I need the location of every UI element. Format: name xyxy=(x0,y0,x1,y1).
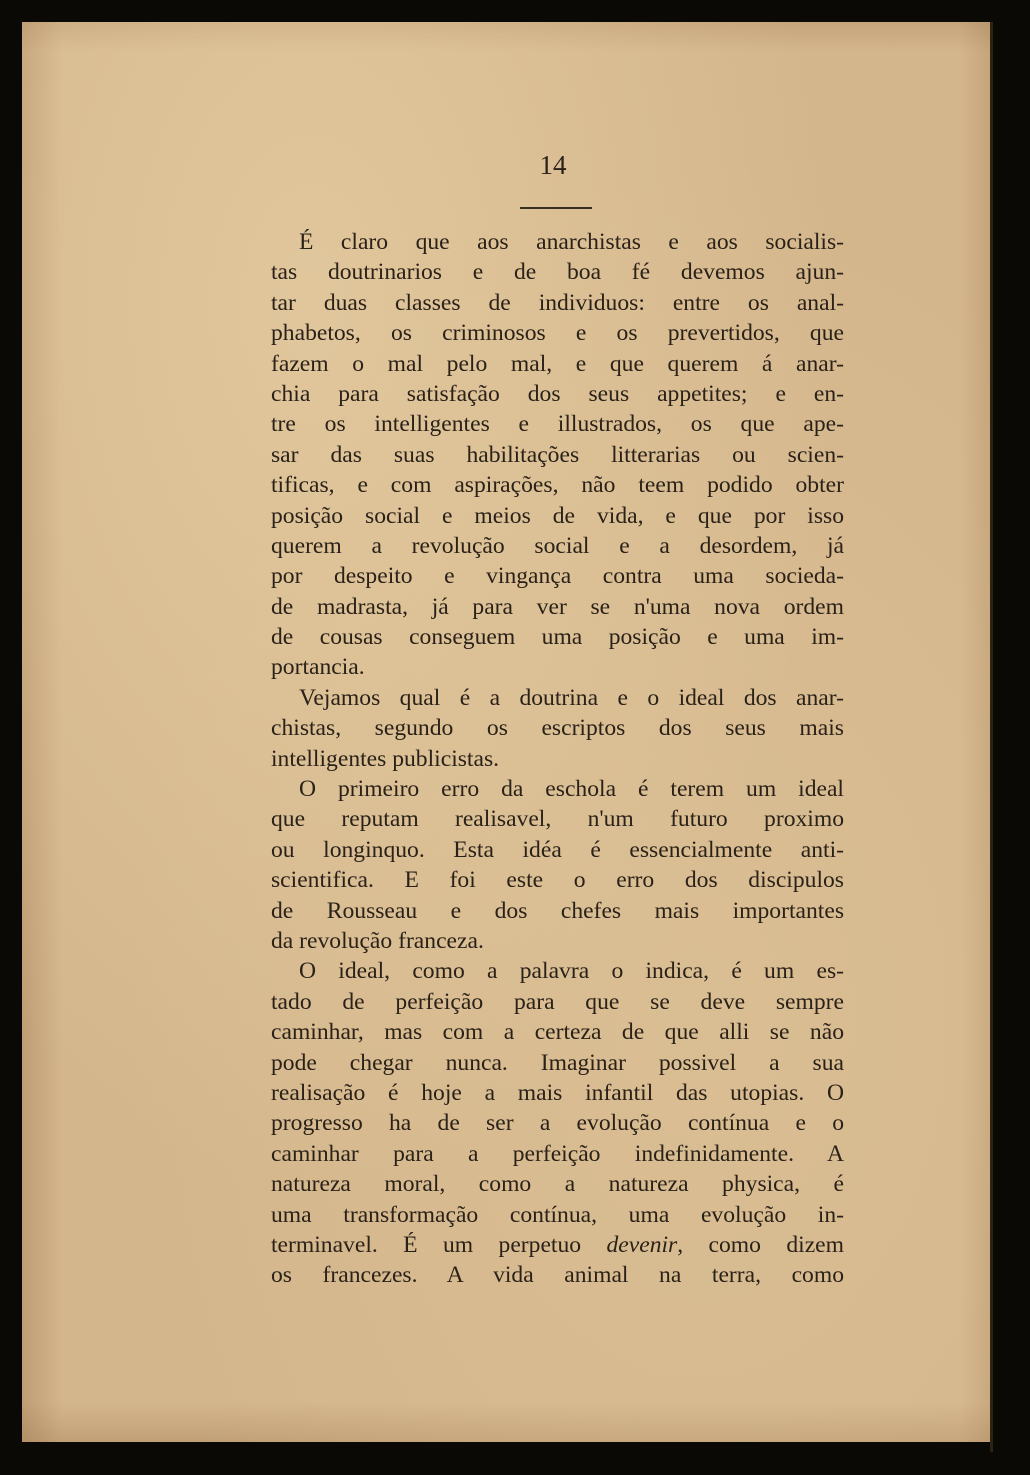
page-number-rule xyxy=(520,207,592,209)
text-line: É claro que aos anarchistas e aos socialis- xyxy=(299,229,844,255)
text-line: caminhar, mas com a certeza de que alli se não xyxy=(271,1019,844,1046)
text-line: O ideal, como a palavra o indica, é um es- xyxy=(299,958,844,985)
text-line: posição social e meios de vida, e que por isso xyxy=(271,502,844,529)
text-line: querem a revolução social e a desordem, já xyxy=(271,532,844,559)
text-line: phabetos, os criminosos e os prevertidos, que xyxy=(271,320,844,347)
text-line: de madrasta, já para ver se n'uma nova ordem xyxy=(271,593,844,620)
text-line: tado de perfeição para que se deve sempre xyxy=(271,988,844,1015)
text-line: ou longinquo. Esta idéa é essencialmente anti- xyxy=(271,836,844,863)
text-segment: , como dizem xyxy=(677,1231,844,1258)
body-text xyxy=(271,227,844,1291)
text-line: realisação é hoje a mais infantil das utopias. O xyxy=(271,1079,844,1106)
text-line: chistas, segundo os escriptos dos seus mais xyxy=(271,715,844,742)
text-line: sar das suas habilitações litterarias ou scien- xyxy=(271,441,844,468)
text-line: tar duas classes de individuos: entre os anal- xyxy=(271,289,844,316)
text-line: por despeito e vingança contra uma socieda- xyxy=(271,563,844,590)
text-line: de Rousseau e dos chefes mais importantes xyxy=(271,897,844,924)
text-line: caminhar para a perfeição indefinidamente. A xyxy=(271,1140,844,1167)
text-line: uma transformação contínua, uma evolução in- xyxy=(271,1201,844,1228)
text-line: Vejamos qual é a doutrina e o ideal dos anar- xyxy=(299,684,844,711)
text-line-mixed xyxy=(271,1230,844,1260)
text-line: fazem o mal pelo mal, e que querem á anar- xyxy=(271,350,844,377)
text-line: os francezes. A vida animal na terra, como xyxy=(271,1262,844,1289)
text-line: natureza moral, como a natureza physica, é xyxy=(271,1171,844,1198)
text-line: scientifica. E foi este o erro dos discipulos xyxy=(271,867,844,894)
text-segment: terminavel. É um perpetuo xyxy=(271,1231,607,1258)
text-line: tificas, e com aspirações, não teem podido obter xyxy=(271,472,844,499)
text-line: que reputam realisavel, n'um futuro proximo xyxy=(271,806,844,833)
text-line: chia para satisfação dos seus appetites; e en- xyxy=(271,380,844,407)
text-line: tas doutrinarios e de boa fé devemos ajun- xyxy=(271,259,844,286)
text-line: tre os intelligentes e illustrados, os que ape- xyxy=(271,411,844,438)
text-line: intelligentes publicistas. xyxy=(271,745,500,772)
text-line: de cousas conseguem uma posição e uma im- xyxy=(271,624,844,651)
text-line: pode chegar nunca. Imaginar possivel a sua xyxy=(271,1049,844,1076)
binding-edge xyxy=(990,22,993,1452)
text-line: progresso ha de ser a evolução contínua e o xyxy=(271,1110,844,1137)
italic-word: devenir xyxy=(606,1231,678,1258)
text-line: portancia. xyxy=(271,654,365,681)
text-line: O primeiro erro da eschola é terem um ideal xyxy=(299,776,844,803)
page-number: 14 xyxy=(539,150,567,180)
text-line: da revolução franceza. xyxy=(271,927,484,954)
